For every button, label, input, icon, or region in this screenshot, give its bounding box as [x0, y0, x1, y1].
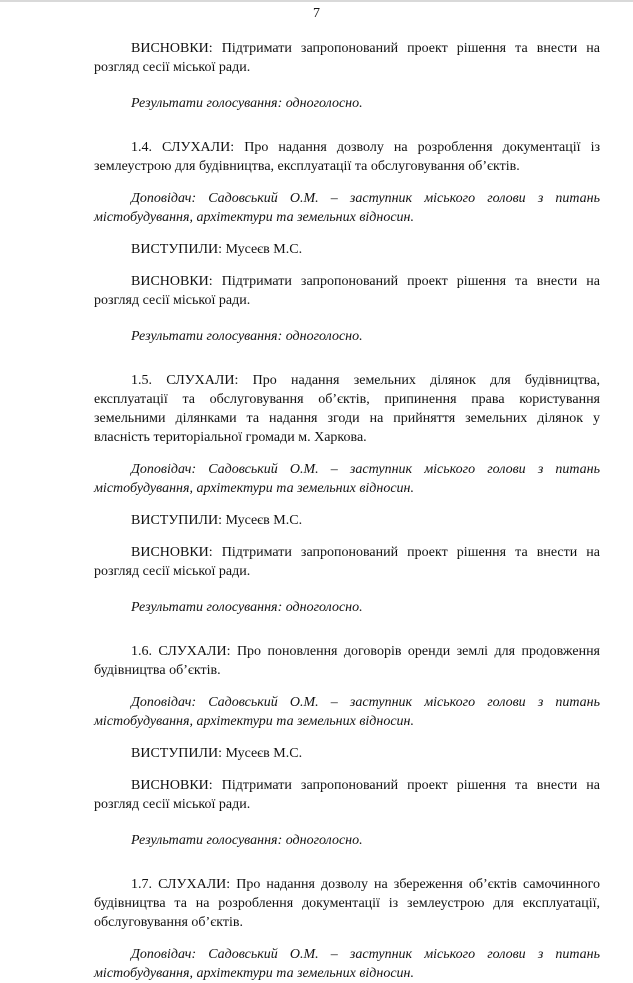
conclusions-paragraph: ВИСНОВКИ: Підтримати запропонований проект рішення та внести на розгляд сесії міської ради.	[94, 778, 600, 812]
heard-item-1-7: 1.7. СЛУХАЛИ: Про надання дозволу на збереження об’єктів самочинного будівництва та на розроблення документації із землеустрою для експлуатації, обслуговування об’єктів.	[94, 877, 600, 930]
speaker-paragraph: Доповідач: Садовський О.М. – заступник міського голови з питань містобудування, архітектури та земельних відносин.	[94, 947, 600, 981]
spoke-paragraph: ВИСТУПИЛИ: Мусеєв М.С.	[131, 513, 303, 528]
voting-results: Результати голосування: одноголосно.	[131, 833, 363, 848]
speaker-paragraph: Доповідач: Садовський О.М. – заступник міського голови з питань містобудування, архітектури та земельних відносин.	[94, 695, 600, 729]
top-edge-rule	[0, 0, 633, 2]
heard-item-1-5: 1.5. СЛУХАЛИ: Про надання земельних ділянок для будівництва, експлуатації та обслуговування об’єктів, припинення права користування земельними ділянками та надання згоди на прийняття земельних ділянок у власність територіальної громади м. Харкова.	[94, 373, 600, 445]
conclusions-paragraph: ВИСНОВКИ: Підтримати запропонований проект рішення та внести на розгляд сесії міської ради.	[94, 545, 600, 579]
speaker-paragraph: Доповідач: Садовський О.М. – заступник міського голови з питань містобудування, архітектури та земельних відносин.	[94, 191, 600, 225]
heard-item-1-4: 1.4. СЛУХАЛИ: Про надання дозволу на розроблення документації із землеустрою для будівництва, експлуатації та обслуговування об’єктів.	[94, 140, 600, 174]
speaker-paragraph: Доповідач: Садовський О.М. – заступник міського голови з питань містобудування, архітектури та земельних відносин.	[94, 462, 600, 496]
voting-results: Результати голосування: одноголосно.	[131, 600, 363, 615]
spoke-paragraph: ВИСТУПИЛИ: Мусеєв М.С.	[131, 746, 303, 761]
voting-results: Результати голосування: одноголосно.	[131, 329, 363, 344]
conclusions-paragraph: ВИСНОВКИ: Підтримати запропонований проект рішення та внести на розгляд сесії міської ради.	[94, 274, 600, 308]
voting-results: Результати голосування: одноголосно.	[131, 96, 363, 111]
document-body	[94, 39, 600, 983]
spoke-paragraph: ВИСТУПИЛИ: Мусеєв М.С.	[131, 242, 303, 257]
page-number: 7	[313, 6, 320, 21]
conclusions-paragraph: ВИСНОВКИ: Підтримати запропонований проект рішення та внести на розгляд сесії міської ради.	[94, 41, 600, 75]
heard-item-1-6: 1.6. СЛУХАЛИ: Про поновлення договорів оренди землі для продовження будівництва об’єктів.	[94, 644, 600, 678]
